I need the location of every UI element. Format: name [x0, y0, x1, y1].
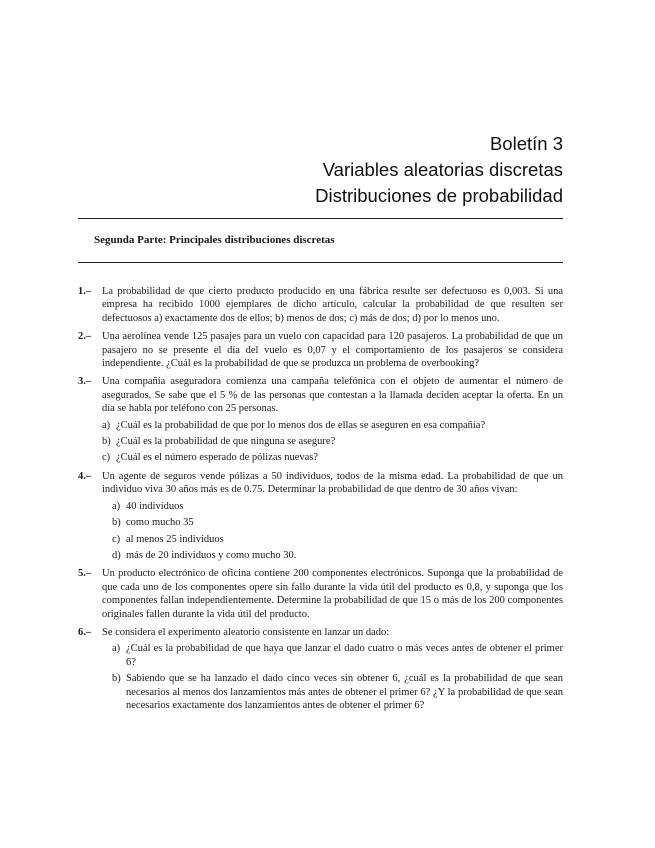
sub-question: [102, 549, 563, 562]
sub-question: [102, 642, 563, 669]
problem-4: [78, 470, 563, 562]
problem-number: 2.–: [78, 331, 92, 343]
sub-question: [102, 516, 563, 529]
top-rule: [78, 218, 563, 219]
sub-question-text: Sabiendo que se ha lanzado el dado cinco veces sin obtener 6, ¿cuál es la probabilidad de que sean necesarios al menos dos lanzamientos más antes de obtener el primer 6? ¿Y la probabilidad de que sean necesarios exactamente dos lanzamientos antes de obtener el primer 6?: [126, 673, 563, 711]
sub-question-label: d): [112, 549, 121, 561]
sub-question-label: a): [112, 500, 121, 512]
problem-statement: La probabilidad de que cierto producto producido en una fábrica resulte ser defectuoso es 0,003. Si una empresa ha recibido 1000 ejemplares de dicho artículo, calcular la probabilidad de que resulten ser defectuosos a) exactamente dos de ellos; b) menos de dos; c) más de dos; d) por lo menos uno.: [102, 286, 563, 324]
sub-question: [102, 419, 563, 432]
sub-question-text: ¿Cuál es la probabilidad de que haya que lanzar el dado cuatro o más veces antes de obtener el primer 6?: [126, 643, 563, 668]
document-title: [315, 131, 563, 209]
sub-question-label: c): [112, 533, 121, 545]
sub-question-label: c): [102, 452, 111, 464]
sub-question-text: al menos 25 individuos: [126, 533, 224, 545]
sub-question-text: 40 individuos: [126, 500, 184, 512]
sub-question-list: [102, 500, 563, 563]
title-line-variables: Variables aleatorias discretas: [322, 159, 563, 180]
problem-statement: Un producto electrónico de oficina contiene 200 componentes electrónicos. Suponga que la probabilidad de que cada uno de los componentes opere sin fallo durante la vida útil del producto es 0,8, y suponga que los componentes fallan independientemente. Determine la probabilidad de que 15 o más de los 200 componentes originales fallen durante la vida útil del producto.: [102, 568, 563, 620]
problem-statement: Un agente de seguros vende pólizas a 50 individuos, todos de la misma edad. La probabilidad de que un individuo viva 30 años más es de 0.75. Determinar la probabilidad de que dentro de 30 años vivan:: [102, 470, 563, 496]
sub-question-text: como mucho 35: [126, 517, 194, 529]
problem-statement: Una compañía aseguradora comienza una campaña telefónica con el objeto de aumentar el número de asegurados. Se sabe que el 5 % de las personas que contestan a la llamada deciden aceptar la oferta. En un día se habla por teléfono con 25 personas.: [102, 376, 563, 415]
sub-question-text: ¿Cuál es la probabilidad de que ninguna se asegure?: [116, 436, 336, 448]
sub-question-text: ¿Cuál es el número esperado de pólizas nuevas?: [116, 452, 319, 464]
problem-5: [78, 567, 563, 621]
sub-question-label: b): [112, 673, 121, 685]
sub-question: [102, 435, 563, 448]
sub-question-label: a): [112, 643, 121, 655]
sub-question-list: [102, 419, 563, 465]
sub-question: [102, 451, 563, 464]
sub-question-label: b): [112, 517, 121, 529]
title-line-bulletin: Boletín 3: [489, 133, 563, 154]
sub-question-label: b): [102, 436, 111, 448]
problem-list: [78, 285, 563, 717]
sub-question-list: [102, 642, 563, 712]
problem-6: [78, 626, 563, 712]
problem-statement: Se considera el experimento aleatorio consistente en lanzar un dado:: [102, 626, 390, 638]
problem-3: [78, 375, 563, 464]
bottom-rule: [78, 262, 563, 263]
problem-number: 1.–: [78, 286, 92, 297]
sub-question: [102, 500, 563, 513]
part-title: Segunda Parte: Principales distribuciones discretas: [94, 234, 335, 246]
sub-question: [102, 672, 563, 712]
problem-1: [78, 285, 563, 325]
sub-question-label: a): [102, 419, 111, 431]
problem-number: 6.–: [78, 626, 92, 638]
problem-statement: Una aerolínea vende 125 pasajes para un vuelo con capacidad para 120 pasajeros. La probabilidad de que un pasajero no se presente el día del vuelo es 0,07 y el comportamiento de los pasajeros se considera independiente. ¿Cuál es la probabilidad de que se produzca un problema de overbooking?: [102, 331, 563, 370]
sub-question-text: más de 20 individuos y como mucho 30.: [126, 549, 297, 561]
problem-number: 4.–: [78, 470, 92, 482]
problem-number: 3.–: [78, 376, 92, 388]
sub-question-text: ¿Cuál es la probabilidad de que por lo menos dos de ellas se aseguren en esa compañía?: [116, 419, 486, 431]
problem-2: [78, 330, 563, 370]
title-line-distributions: Distribuciones de probabilidad: [315, 185, 563, 206]
problem-number: 5.–: [78, 568, 92, 580]
sub-question: [102, 533, 563, 546]
